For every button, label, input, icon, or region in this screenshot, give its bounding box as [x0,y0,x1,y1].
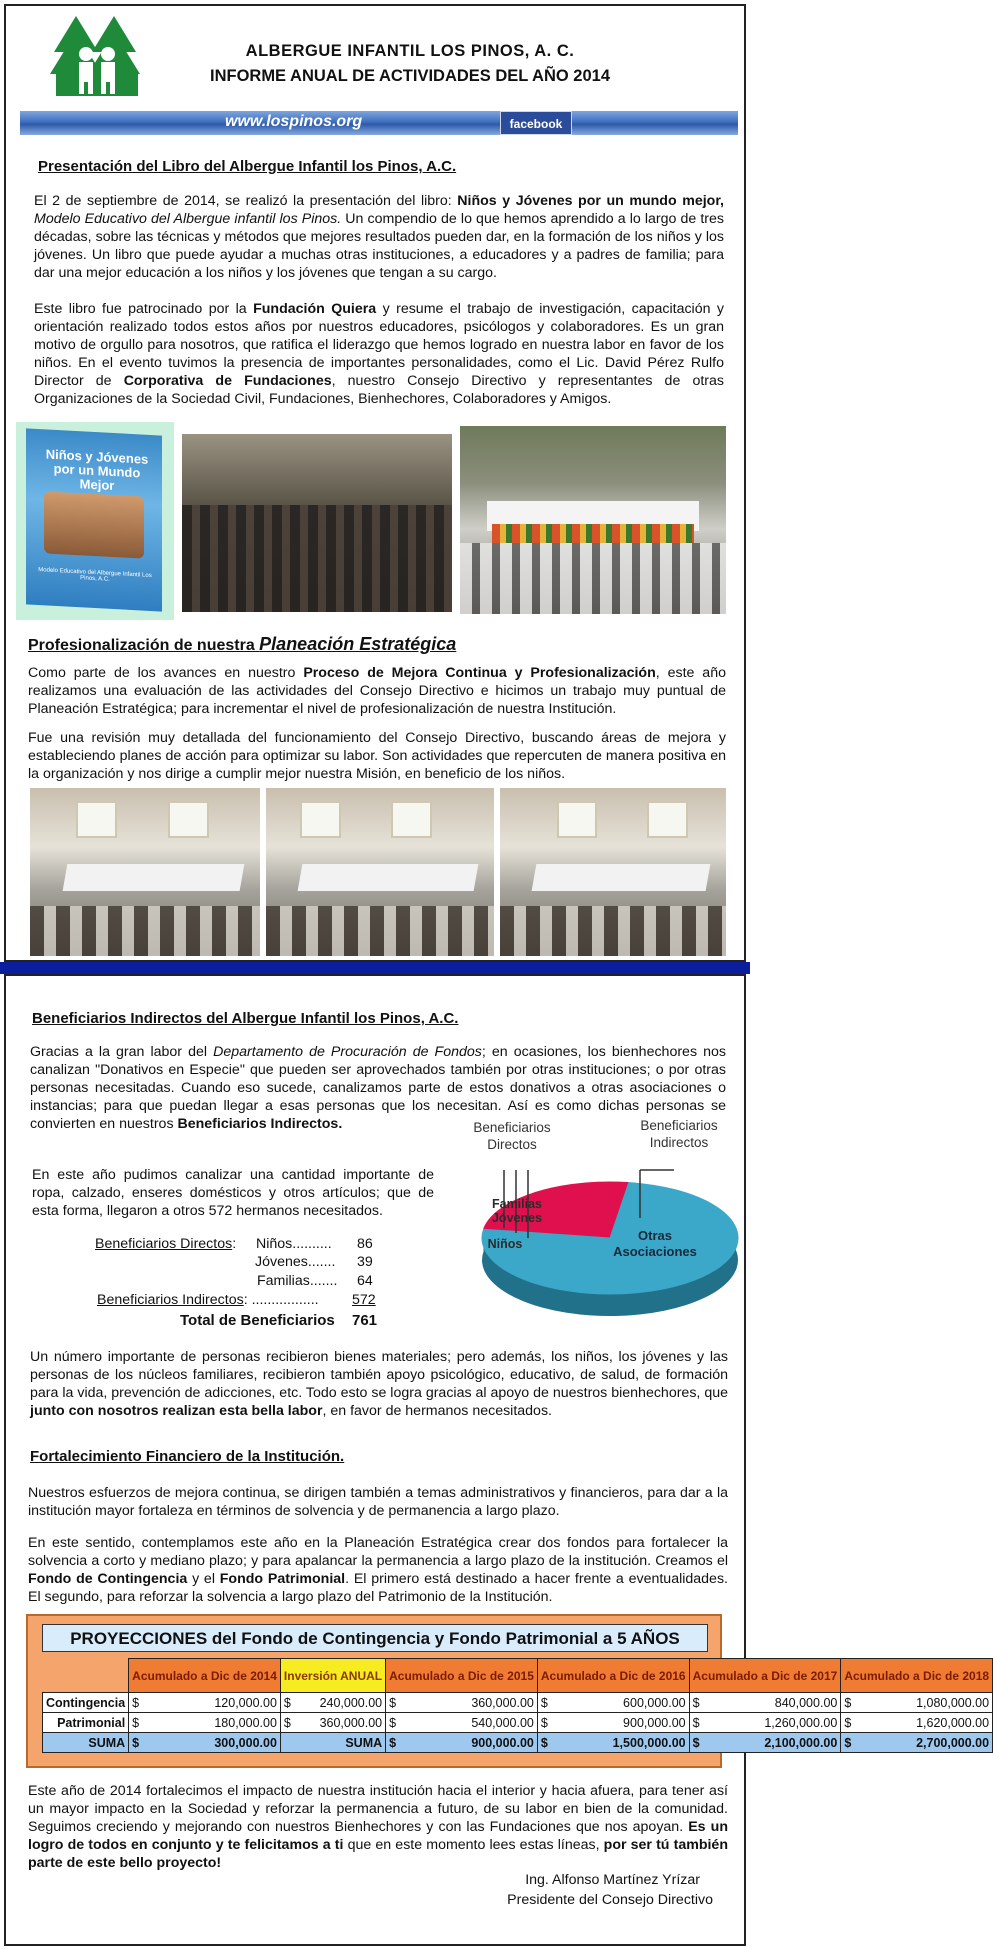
report-title-line2: INFORME ANUAL DE ACTIVIDADES DEL AÑO 2014 [209,67,611,85]
website-banner [20,111,738,135]
paragraph-beneficiaries-1: Gracias a la gran labor del Departamento de Procuración de Fondos; en ocasiones, los bienhechores nos canalizan "Donativos en Especie" que pueden ser aprovechados también por otras instituciones; o por otras personas necesitadas. Cuando eso sucede, canalizamos parte de estos donativos a otras asociaciones o instancias; para que puedan llegar a esas personas que los necesitan. Así es como dichas personas se convierten en nuestros Beneficiarios Indirectos. [30,1044,726,1132]
slice-label-ninos: Niños [487,1237,523,1251]
albergue-logo [46,12,146,100]
meeting-photo-1 [30,788,260,956]
jovenes-value: 39 [357,1254,373,1270]
paragraph-beneficiaries-2: En este año pudimos canalizar una cantidad importante de ropa, calzado, enseres domésticos y otros artículos; que de esta forma, llegaron a otros 572 hermanos necesitados. [32,1167,434,1219]
callout-indirectos-l2: Indirectos [649,1135,709,1150]
signature-title: Presidente del Consejo Directivo [507,1892,713,1908]
table-row-contingencia: Contingencia $ 120,000.00 $ 240,000.00 $ 360,000.00 $ 600,000.00 $ 840,000.00 $ 1,080,000.00 [43,1693,993,1713]
paragraph-book-2: Este libro fue patrocinado por la Fundación Quiera y resume el trabajo de investigación, capacitación y orientación realizado todos estos años por nuestros educadores, psicólogos y colaboradores. Es un gran motivo de orgullo para nosotros, que ratifica el liderazgo que hemos logrado en nuestra labor en favor de los niños. En el evento tuvimos la presencia de importantes personalidades, como el Lic. David Pérez Rulfo Director de Corporativa de Fundaciones, nuestro Consejo Directivo y representantes de otras Organizaciones de la Sociedad Civil, Fundaciones, Bienhechores, Colaboradores y Amigos. [34,301,724,407]
callout-directos-l1: Beneficiarios [473,1120,551,1135]
sum-label-1: SUMA [43,1733,129,1753]
book-cover-image [16,422,174,620]
page-separator [0,962,750,974]
slice-label-familias: Familias [491,1197,543,1211]
row-label: Contingencia [43,1693,129,1713]
paragraph-planning-1: Como parte de los avances en nuestro Proceso de Mejora Continua y Profesionalización, este año realizamos una evaluación de las actividades del Consejo Directivo e hicimos un trabajo muy puntual de Planeación Estratégica; para incrementar el nivel de profesionalización de nuestra Institución. [28,665,726,717]
paragraph-beneficiaries-3: Un número importante de personas recibieron bienes materiales; pero además, los niños, los jóvenes y las personas de los núcleos familiares, recibieron también apoyo psicológico, educativo, de salud, de formación para la vida, prevención de adicciones, etc. Todo esto se logra gracias al apoyo de nuestros bienhechores, que junto con nosotros realizan esta bella labor, en favor de hermanos necesitados. [30,1349,728,1419]
website-link[interactable]: www.lospinos.org [225,113,363,130]
event-audience-photo [182,434,452,612]
hdr-2014: Acumulado a Dic de 2014 [129,1659,281,1693]
slice-label-otras-l2: Asociaciones [613,1244,697,1259]
hdr-2017: Acumulado a Dic de 2017 [689,1659,841,1693]
section-heading-book: Presentación del Libro del Albergue Infantil los Pinos, A.C. [38,158,457,175]
projections-table [42,1658,993,1753]
book-cover-subtitle: Modelo Educativo del Albergue Infantil Los Pinos, A.C. [38,567,152,583]
callout-directos-l2: Directos [487,1137,537,1152]
paragraph-book-1: El 2 de septiembre de 2014, se realizó la presentación del libro: Niños y Jóvenes por un mundo mejor, Modelo Educativo del Albergue infantil los Pinos. Un compendio de lo que hemos aprendido a lo largo de tres décadas, sobre las técnicas y métodos que mejores resultados pueden dar, en la formación de los niños y los jóvenes. Un libro que puede ayudar a muchas otras instituciones, a educadores y a padres de familia; para dar una mejor educación a los niños y los jóvenes que tengan a su cargo. [34,193,724,281]
slice-label-jovenes: Jóvenes [491,1211,543,1225]
projections-title: PROYECCIONES del Fondo de Contingencia y Fondo Patrimonial a 5 AÑOS [42,1624,708,1652]
paragraph-finance-1: Nuestros esfuerzos de mejora continua, se dirigen también a temas administrativos y financieros, para dar a la institución mayor fortaleza en términos de solvencia y de permanencia a largo plazo. [28,1485,728,1519]
slice-label-otras-l1: Otras [638,1228,672,1243]
section-heading-finance: Fortalecimiento Financiero de la Institución. [30,1448,345,1465]
bd-label: Beneficiarios Directos [95,1236,233,1252]
beneficiaries-pie-chart [460,1118,750,1338]
bi-label: Beneficiarios Indirectos [97,1292,244,1308]
facebook-link[interactable]: facebook [500,111,572,135]
projections-table-box [26,1614,990,1768]
bi-value: 572 [352,1292,376,1308]
signature-name: Ing. Alfonso Martínez Yrízar [525,1872,700,1888]
section-heading-planning: Profesionalización de nuestra Planeación Estratégica [28,634,457,654]
total-label: Total de Beneficiarios [180,1312,335,1329]
event-stage-photo [460,426,726,614]
hdr-inversion: Inversión ANUAL [280,1659,385,1693]
report-title-line1: ALBERGUE INFANTIL LOS PINOS, A. C. [245,42,575,60]
meeting-photo-2 [266,788,494,956]
book-cover-children-photo [44,491,144,558]
hdr-2018: Acumulado a Dic de 2018 [841,1659,993,1693]
paragraph-planning-2: Fue una revisión muy detallada del funcionamiento del Consejo Directivo, buscando áreas de mejora y estableciendo planes de acción para optimizar su labor. Son actividades que repercuten de manera positiva en la organización y nos dirige a cumplir mejor nuestra Misión, en beneficio de los niños. [28,730,726,782]
meeting-photo-3 [500,788,726,956]
paragraph-closing: Este año de 2014 fortalecimos el impacto de nuestra institución hacia el interior y hacia afuera, para tener así un mayor impacto en la Sociedad y reforzar la permanencia a futuro, de su labor en bien de la comunidad. Seguimos creciendo y mejorando con nuestros Bienhechores y con las Fundaciones que nos apoyan. Es un logro de todos en conjunto y te felicitamos a ti que en este momento lees estas líneas, por ser tú también parte de este bello proyecto! [28,1783,728,1871]
table-row-suma: SUMA $ 300,000.00 SUMA $ 900,000.00 $ 1,500,000.00 $ 2,100,000.00 $ 2,700,000.00 [43,1733,993,1753]
section-heading-beneficiaries: Beneficiarios Indirectos del Albergue Infantil los Pinos, A.C. [32,1010,459,1027]
table-row-patrimonial: Patrimonial $ 180,000.00 $ 360,000.00 $ 540,000.00 $ 900,000.00 $ 1,260,000.00 $ 1,620,000.00 [43,1713,993,1733]
jovenes-label: Jóvenes....... [255,1254,336,1270]
row-label: Patrimonial [43,1713,129,1733]
paragraph-finance-2: En este sentido, contemplamos este año en la Planeación Estratégica crear dos fondos para fortalecer la solvencia a corto y mediano plazo; y para apalancar la permanencia a largo plazo de la institución. Creamos el Fondo de Contingencia y el Fondo Patrimonial. El primero está destinado a hacer frente a eventualidades. El segundo, para reforzar la solvencia a largo plazo del Patrimonio de la Institución. [28,1535,728,1605]
familias-label: Familias....... [257,1273,338,1289]
sum-label-2: SUMA [280,1733,385,1753]
callout-indirectos-l1: Beneficiarios [640,1118,718,1133]
hdr-2015: Acumulado a Dic de 2015 [386,1659,538,1693]
hdr-2016: Acumulado a Dic de 2016 [537,1659,689,1693]
bi-dots: ................. [251,1292,319,1308]
ninos-value: 86 [357,1236,373,1252]
book-cover-title: Niños y Jóvenes por un Mundo Mejor [45,446,149,494]
familias-value: 64 [357,1273,373,1289]
ninos-label: Niños.......... [256,1236,332,1252]
total-value: 761 [352,1312,378,1329]
